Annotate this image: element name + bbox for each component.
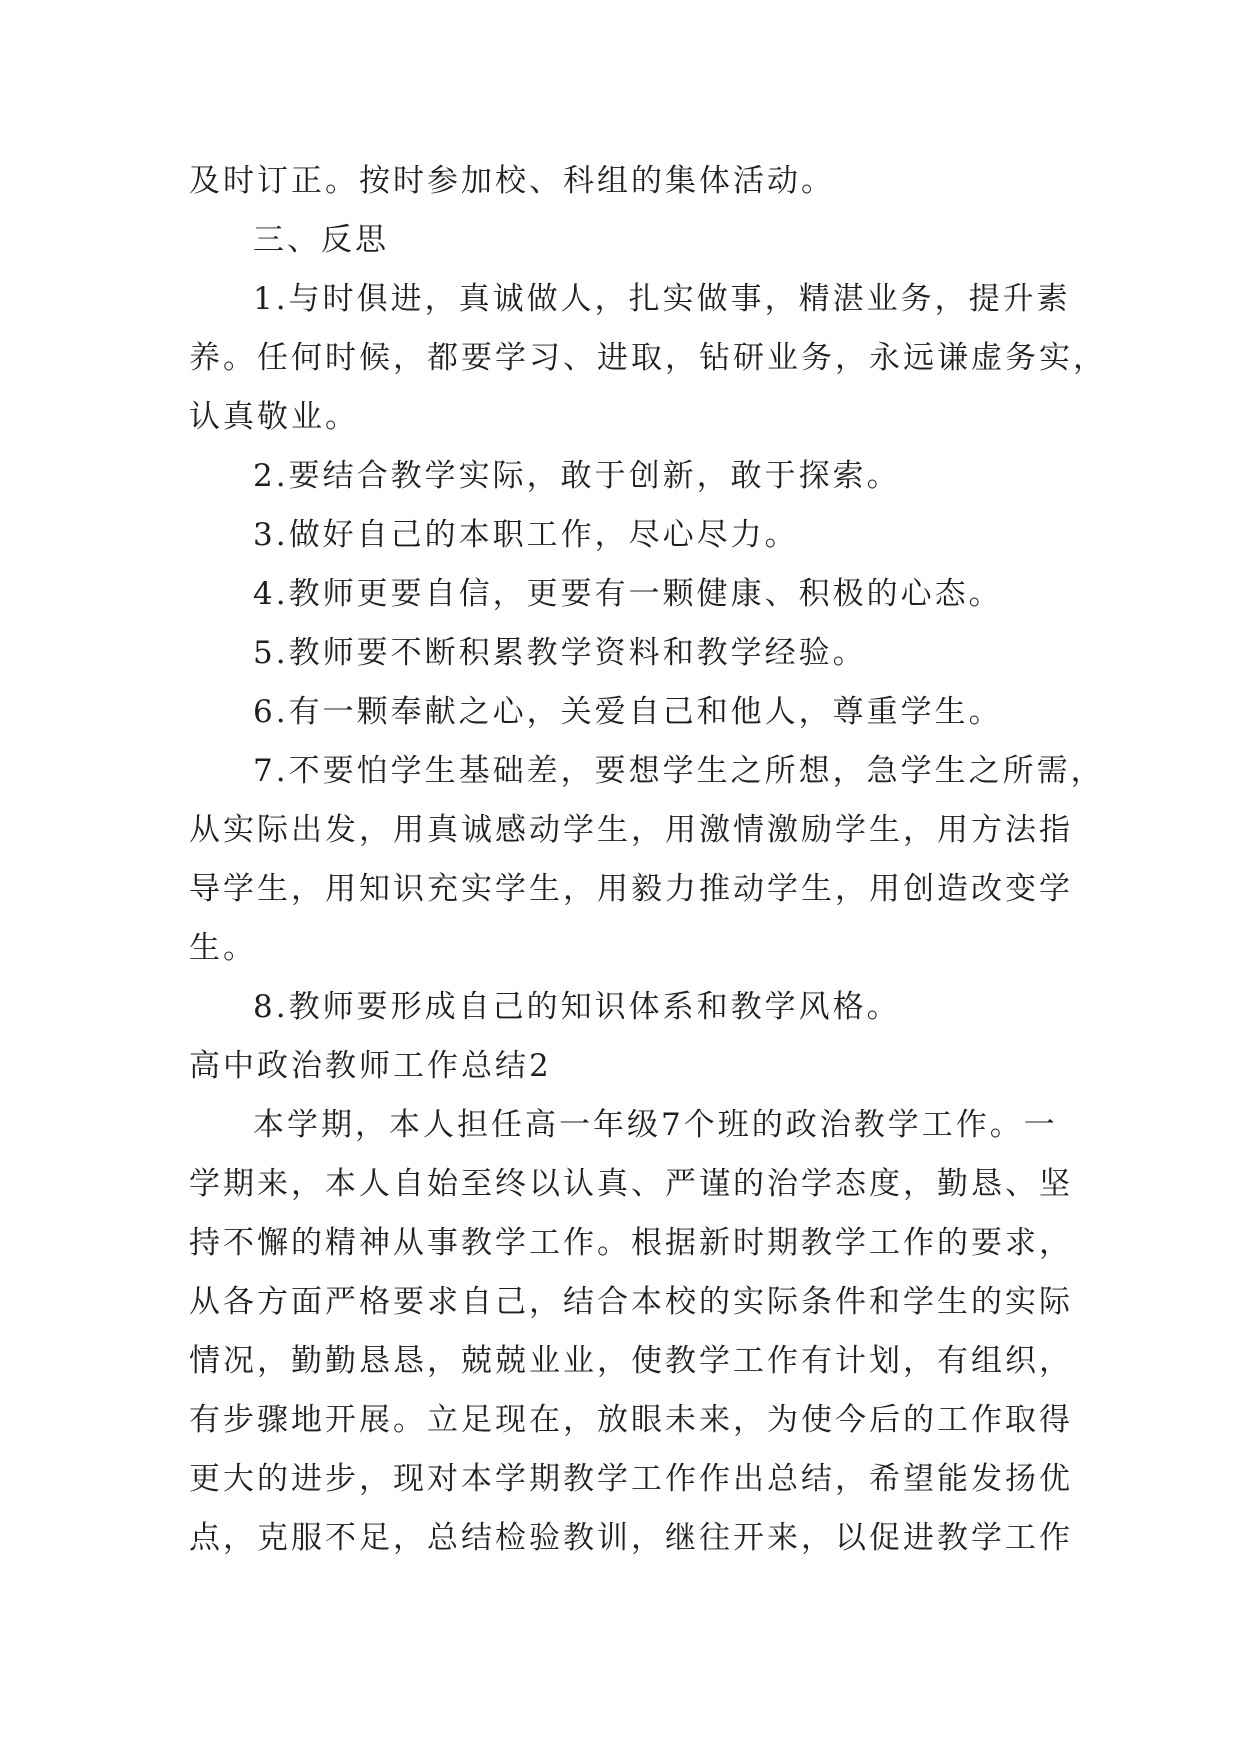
text-line: 导学生，用知识充实学生，用毅力推动学生，用创造改变学: [189, 871, 1073, 907]
text-line: 2.要结合教学实际，敢于创新，敢于探索。: [253, 458, 901, 494]
section-heading-reflection: 三、反思: [253, 222, 389, 258]
text-line: 及时订正。按时参加校、科组的集体活动。: [189, 163, 835, 199]
text-line: 认真敬业。: [189, 399, 359, 435]
text-line: 更大的进步，现对本学期教学工作作出总结，希望能发扬优: [189, 1461, 1073, 1497]
text-line: 生。: [189, 930, 257, 966]
text-line: 4.教师更要自信，更要有一颗健康、积极的心态。: [253, 576, 1003, 612]
text-line: 6.有一颗奉献之心，关爱自己和他人，尊重学生。: [253, 694, 1003, 730]
text-line: 情况，勤勤恳恳，兢兢业业，使教学工作有计划，有组织，: [189, 1343, 1073, 1379]
text-line: 学期来，本人自始至终以认真、严谨的治学态度，勤恳、坚: [189, 1166, 1073, 1202]
text-line: 8.教师要形成自己的知识体系和教学风格。: [253, 989, 901, 1025]
text-line: 持不懈的精神从事教学工作。根据新时期教学工作的要求，: [189, 1225, 1073, 1261]
text-line: 点，克服不足，总结检验教训，继往开来，以促进教学工作: [189, 1520, 1073, 1556]
document-body: [189, 152, 1107, 1568]
text-line: 从实际出发，用真诚感动学生，用激情激励学生，用方法指: [189, 812, 1073, 848]
section-title: 高中政治教师工作总结2: [189, 1048, 552, 1084]
text-line: 本学期，本人担任高一年级7个班的政治教学工作。一: [253, 1107, 1058, 1143]
text-line: 从各方面严格要求自己，结合本校的实际条件和学生的实际: [189, 1284, 1073, 1320]
text-line: 3.做好自己的本职工作，尽心尽力。: [253, 517, 799, 553]
text-line: 5.教师要不断积累教学资料和教学经验。: [253, 635, 867, 671]
text-line: 养。任何时候，都要学习、进取，钻研业务，永远谦虚务实，: [189, 340, 1107, 376]
text-line: 7.不要怕学生基础差，要想学生之所想，急学生之所需，: [253, 753, 1105, 789]
text-line: 有步骤地开展。立足现在，放眼未来，为使今后的工作取得: [189, 1402, 1073, 1438]
text-line: 1.与时俱进，真诚做人，扎实做事，精湛业务，提升素: [253, 281, 1071, 317]
